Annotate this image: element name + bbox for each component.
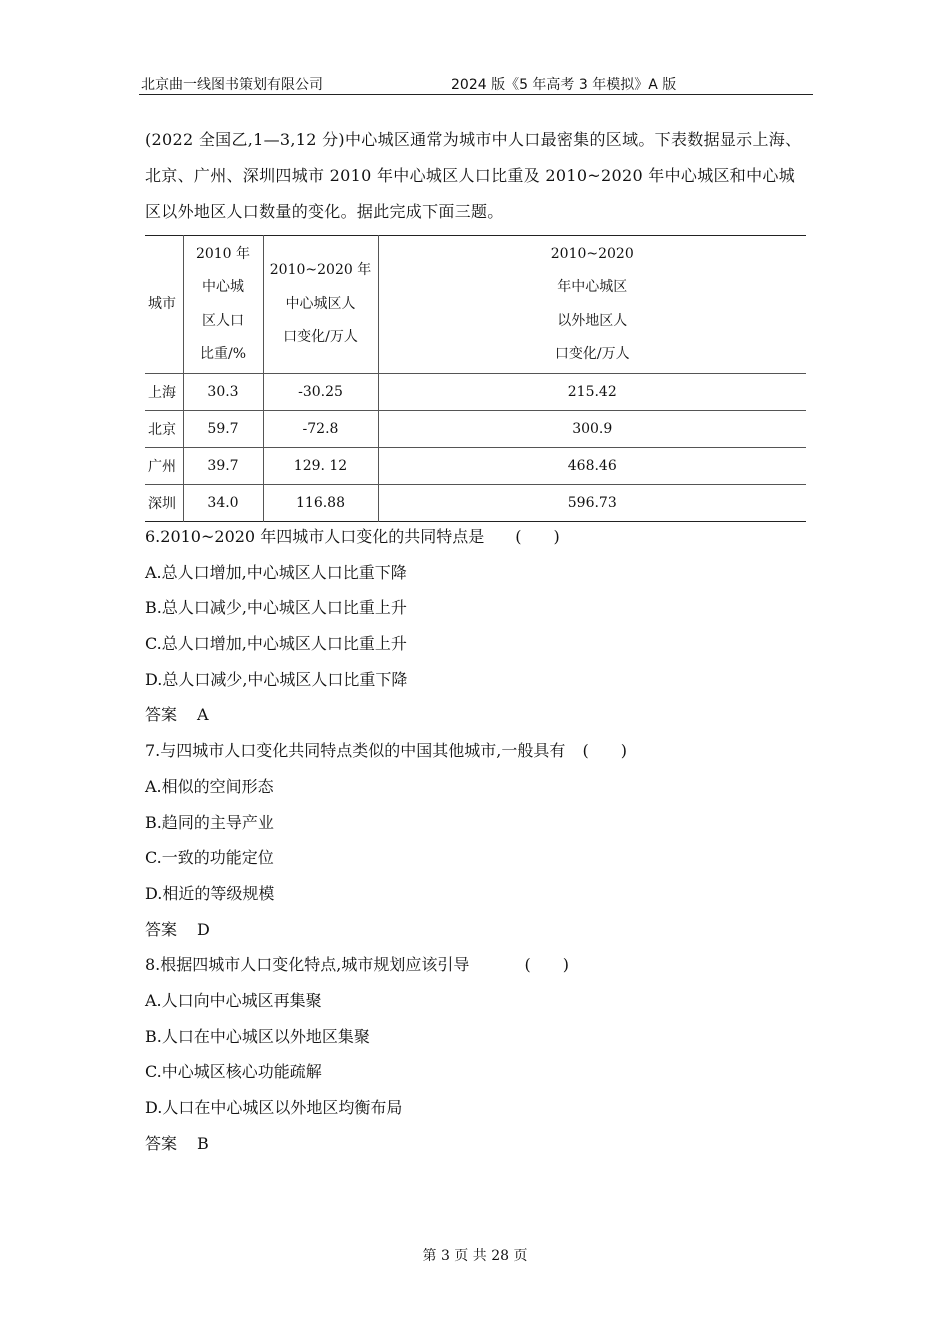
header-city: 城市 (145, 236, 183, 374)
option-a: A.总人口增加,中心城区人口比重下降 (145, 562, 407, 582)
intro-line: (2022 全国乙,1—3,12 分)中心城区通常为城市中人口最密集的区域。下表数据显示上海、 (145, 130, 802, 149)
cell-central-change: -72.8 (263, 411, 378, 448)
cell-central-change: 116.88 (263, 485, 378, 522)
cell-outer-change: 596.73 (378, 485, 806, 522)
cell-city: 深圳 (145, 485, 183, 522)
answer-label: 答案 (145, 705, 178, 725)
header-share-2010 (183, 236, 263, 374)
answer-line (145, 1126, 815, 1162)
answer-line (145, 697, 815, 733)
answer-bracket: ( ) (582, 741, 627, 761)
header-line: 比重/% (199, 346, 247, 362)
cell-share: 39.7 (183, 448, 263, 485)
option-d: D.总人口减少,中心城区人口比重下降 (145, 669, 408, 689)
question-stem (145, 733, 815, 769)
page-header (139, 72, 813, 95)
answer-line (145, 912, 815, 948)
question-stem (145, 947, 815, 983)
cell-share: 59.7 (183, 411, 263, 448)
cell-share: 30.3 (183, 374, 263, 411)
header-central-change (263, 236, 378, 374)
table-row (145, 485, 806, 522)
header-line: 口变化/万人 (554, 346, 630, 362)
intro-line: 区以外地区人口数量的变化。据此完成下面三题。 (145, 202, 504, 221)
intro-line: 北京、广州、深圳四城市 2010 年中心城区人口比重及 2010~2020 年中心城区和中心城 (145, 166, 796, 185)
option-c: C.一致的功能定位 (145, 848, 274, 868)
header-line: 2010~2020 (550, 245, 634, 262)
option-c: C.中心城区核心功能疏解 (145, 1062, 322, 1082)
header-line: 以外地区人 (557, 312, 628, 329)
header-line: 中心城区人 (285, 295, 356, 312)
cell-outer-change: 300.9 (378, 411, 806, 448)
header-line: 2010 年 (195, 245, 251, 262)
question-stem (145, 519, 815, 555)
answer-label: 答案 (145, 1133, 178, 1153)
option-c: C.总人口增加,中心城区人口比重上升 (145, 634, 407, 654)
question-intro (145, 122, 815, 230)
header-line: 2010~2020 年 (269, 262, 372, 279)
header-line: 中心城 (202, 279, 244, 295)
option-b: B.趋同的主导产业 (145, 812, 274, 832)
answer-bracket: ( ) (515, 527, 560, 546)
option-a: A.相似的空间形态 (145, 776, 274, 796)
population-table (145, 235, 806, 522)
table-row (145, 411, 806, 448)
cell-central-change: 129. 12 (263, 448, 378, 485)
answer-value: B (197, 1133, 209, 1153)
cell-central-change: -30.25 (263, 374, 378, 411)
option-b: B.人口在中心城区以外地区集聚 (145, 1026, 370, 1046)
table-row (145, 448, 806, 485)
cell-outer-change: 215.42 (378, 374, 806, 411)
cell-city: 广州 (145, 448, 183, 485)
question-list (145, 519, 815, 1161)
header-line: 年中心城区 (557, 279, 628, 295)
header-line: 口变化/万人 (283, 329, 358, 346)
header-outer-change (378, 236, 806, 374)
option-d: D.人口在中心城区以外地区均衡布局 (145, 1098, 403, 1117)
cell-share: 34.0 (183, 485, 263, 522)
table-header-row (145, 236, 806, 374)
header-line: 区人口 (202, 312, 244, 329)
answer-value: A (197, 705, 209, 725)
question-text: 8.根据四城市人口变化特点,城市规划应该引导 (145, 955, 470, 975)
option-b: B.总人口减少,中心城区人口比重上升 (145, 598, 407, 618)
answer-bracket: ( ) (524, 955, 569, 975)
cell-city: 上海 (145, 374, 183, 411)
option-a: A.人口向中心城区再集聚 (145, 990, 322, 1010)
publisher-name: 北京曲一线图书策划有限公司 (141, 77, 323, 93)
question-text: 6.2010~2020 年四城市人口变化的共同特点是 (145, 527, 485, 546)
cell-outer-change: 468.46 (378, 448, 806, 485)
cell-city: 北京 (145, 411, 183, 448)
answer-label: 答案 (145, 919, 178, 939)
answer-value: D (197, 919, 210, 939)
book-title: 2024 版《5 年高考 3 年模拟》A 版 (451, 77, 677, 93)
option-d: D.相近的等级规模 (145, 883, 275, 903)
page-footer: 第 3 页 共 28 页 (422, 1248, 528, 1264)
table-row (145, 374, 806, 411)
question-text: 7.与四城市人口变化共同特点类似的中国其他城市,一般具有 (145, 741, 566, 761)
